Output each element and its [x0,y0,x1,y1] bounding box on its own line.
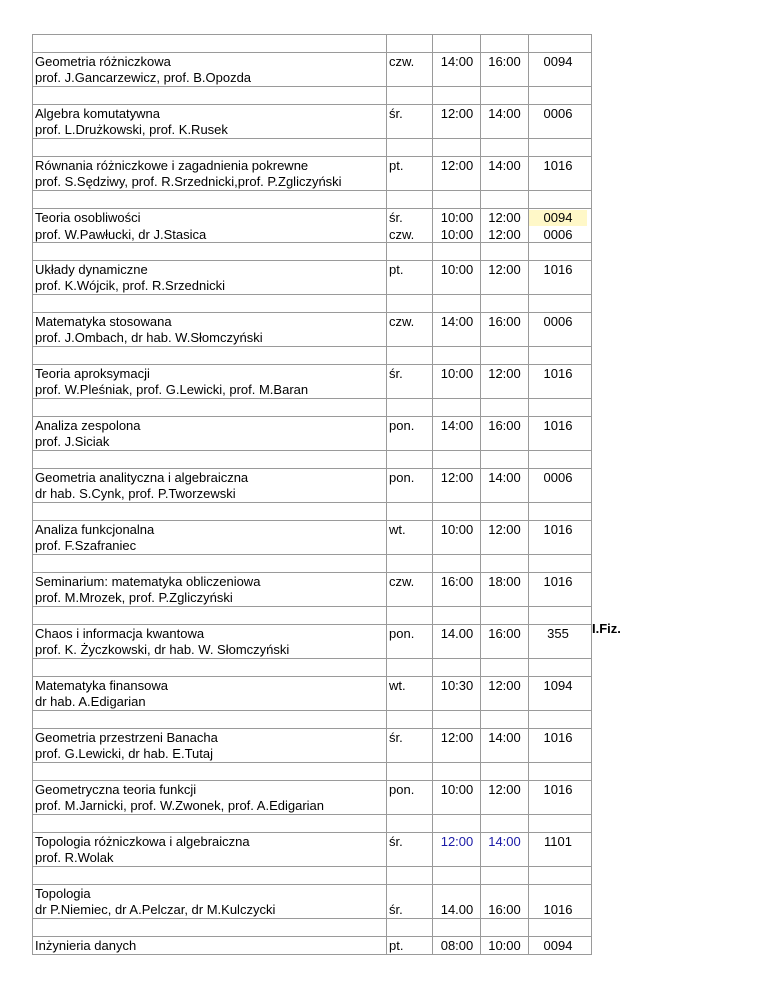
course-lecturers: prof. M.Mrozek, prof. P.Zgliczyński [35,590,233,605]
course-room: 1016 [543,522,573,537]
course-room: 1094 [543,678,573,693]
spacer-row [32,86,592,104]
course-room: 1016 [543,418,573,433]
course-row [32,780,592,814]
course-day: pt. [389,938,404,953]
course-day: pon. [389,418,415,433]
course-from: 08:00 [440,938,474,953]
course-day: śr. [389,366,403,381]
course-from: 14:00 [440,418,474,433]
course-row [32,104,592,138]
course-from: 14.00 [440,626,474,641]
spacer-row [32,450,592,468]
course-name: Analiza funkcjonalna [35,522,155,537]
course-to: 12:00 [488,210,521,225]
course-to: 16:00 [488,902,521,917]
course-lecturers: prof. W.Pawłucki, dr J.Stasica [35,227,207,242]
course-row [32,468,592,502]
course-from: 12:00 [440,470,474,485]
spacer-row [32,658,592,676]
course-row [32,728,592,762]
grid-bottom [32,954,592,955]
spacer-row [32,346,592,364]
course-to: 16:00 [488,314,521,329]
course-lecturers: dr hab. A.Edigarian [35,694,146,709]
course-to: 12:00 [488,262,521,277]
course-to: 10:00 [488,938,521,953]
course-row [32,208,592,242]
course-room: 355 [547,626,569,641]
course-name: Matematyka stosowana [35,314,172,329]
course-row [32,260,592,294]
course-room: 0006 [543,314,573,329]
course-day: pon. [389,470,415,485]
course-name: Równania różniczkowe i zagadnienia pokrewne [35,158,309,173]
course-to: 12:00 [488,366,521,381]
spacer-row [32,606,592,624]
course-day: pt. [389,262,404,277]
course-to: 16:00 [488,418,521,433]
course-name: Analiza zespolona [35,418,141,433]
course-row [32,884,592,918]
course-row [32,52,592,86]
course-to: 14:00 [488,730,521,745]
spacer-row [32,762,592,780]
course-room: 0094 [529,210,587,226]
course-to: 12:00 [488,782,521,797]
course-room: 0006 [543,106,573,121]
course-lecturers: prof. G.Lewicki, dr hab. E.Tutaj [35,746,213,761]
course-from: 14:00 [440,314,474,329]
spacer-row [32,190,592,208]
course-to: 12:00 [488,678,521,693]
course-lecturers: prof. F.Szafraniec [35,538,137,553]
course-row [32,520,592,554]
course-day-2: czw. [389,227,415,242]
course-to: 14:00 [488,106,521,121]
course-room: 1016 [543,902,573,917]
course-name: Teoria osobliwości [35,210,141,225]
spacer-row [32,242,592,260]
course-name: Seminarium: matematyka obliczeniowa [35,574,261,589]
course-room: 1016 [543,730,573,745]
spacer-row [32,866,592,884]
course-lecturers: prof. J.Ombach, dr hab. W.Słomczyński [35,330,263,345]
course-from: 16:00 [440,574,474,589]
spacer-row [32,34,592,52]
course-row [32,416,592,450]
course-day: śr. [389,730,403,745]
course-to: 16:00 [488,54,521,69]
course-to-2: 12:00 [488,227,521,242]
course-name: Układy dynamiczne [35,262,148,277]
course-room-2: 0006 [543,227,573,242]
course-lecturers: prof. K. Życzkowski, dr hab. W. Słomczyński [35,642,290,657]
course-room: 0006 [543,470,573,485]
building-note: I.Fiz. [592,621,621,636]
course-to: 12:00 [488,522,521,537]
course-to: 18:00 [488,574,521,589]
course-day: śr. [389,106,403,121]
spacer-row [32,814,592,832]
course-name: Algebra komutatywna [35,106,161,121]
course-lecturers: prof. J.Gancarzewicz, prof. B.Opozda [35,70,252,85]
course-day: śr. [389,902,403,917]
course-from: 12:00 [440,730,474,745]
course-from: 12:00 [440,158,474,173]
course-room: 1016 [543,366,573,381]
course-from: 10:30 [440,678,474,693]
course-day: czw. [389,574,415,589]
course-room: 1016 [543,158,573,173]
course-from: 12:00 [440,106,474,121]
course-from: 12:00 [440,834,474,849]
course-name: Topologia różniczkowa i algebraiczna [35,834,250,849]
course-from: 14:00 [440,54,474,69]
course-from-2: 10:00 [440,227,474,242]
course-name: Topologia [35,886,91,901]
course-name: Geometria różniczkowa [35,54,171,69]
schedule-grid [32,34,592,955]
course-day: wt. [389,522,406,537]
course-day: pt. [389,158,404,173]
course-day: śr. [389,210,403,225]
course-lecturers: dr P.Niemiec, dr A.Pelczar, dr M.Kulczycki [35,902,276,917]
course-room: 0094 [543,938,573,953]
course-lecturers: prof. R.Wolak [35,850,114,865]
course-lecturers: prof. K.Wójcik, prof. R.Srzednicki [35,278,225,293]
course-name: Geometryczna teoria funkcji [35,782,197,797]
course-name: Chaos i informacja kwantowa [35,626,205,641]
course-room: 1016 [543,262,573,277]
course-from: 14.00 [440,902,474,917]
course-to: 14:00 [488,158,521,173]
course-lecturers: prof. J.Siciak [35,434,110,449]
course-room: 1016 [543,574,573,589]
course-lecturers: prof. L.Drużkowski, prof. K.Rusek [35,122,228,137]
course-room: 1101 [544,834,572,849]
spacer-row [32,138,592,156]
course-row [32,936,592,954]
spacer-row [32,918,592,936]
course-from: 10:00 [440,210,474,225]
spacer-row [32,710,592,728]
course-name: Matematyka finansowa [35,678,168,693]
course-day: pon. [389,782,415,797]
course-to: 16:00 [488,626,521,641]
course-from: 10:00 [440,262,474,277]
course-from: 10:00 [440,366,474,381]
spacer-row [32,502,592,520]
course-name: Geometria przestrzeni Banacha [35,730,218,745]
course-row [32,676,592,710]
course-day: wt. [389,678,406,693]
course-day: czw. [389,314,415,329]
course-name: Inżynieria danych [35,938,137,953]
course-lecturers: dr hab. S.Cynk, prof. P.Tworzewski [35,486,236,501]
course-row [32,364,592,398]
course-lecturers: prof. W.Pleśniak, prof. G.Lewicki, prof. M.Baran [35,382,309,397]
spacer-row [32,294,592,312]
course-from: 10:00 [440,782,474,797]
course-to: 14:00 [488,834,521,849]
spacer-row [32,398,592,416]
course-room: 0094 [543,54,573,69]
course-lecturers: prof. S.Sędziwy, prof. R.Srzednicki,prof. P.Zgliczyński [35,174,342,189]
spacer-row [32,554,592,572]
course-day: pon. [389,626,415,641]
course-row [32,312,592,346]
course-lecturers: prof. M.Jarnicki, prof. W.Zwonek, prof. A.Edigarian [35,798,325,813]
course-row [32,156,592,190]
course-row [32,832,592,866]
course-day: czw. [389,54,415,69]
course-to: 14:00 [488,470,521,485]
course-from: 10:00 [440,522,474,537]
course-name: Geometria analityczna i algebraiczna [35,470,249,485]
course-row [32,624,592,658]
course-room: 1016 [543,782,573,797]
course-row [32,572,592,606]
course-name: Teoria aproksymacji [35,366,150,381]
course-day: śr. [389,834,403,849]
